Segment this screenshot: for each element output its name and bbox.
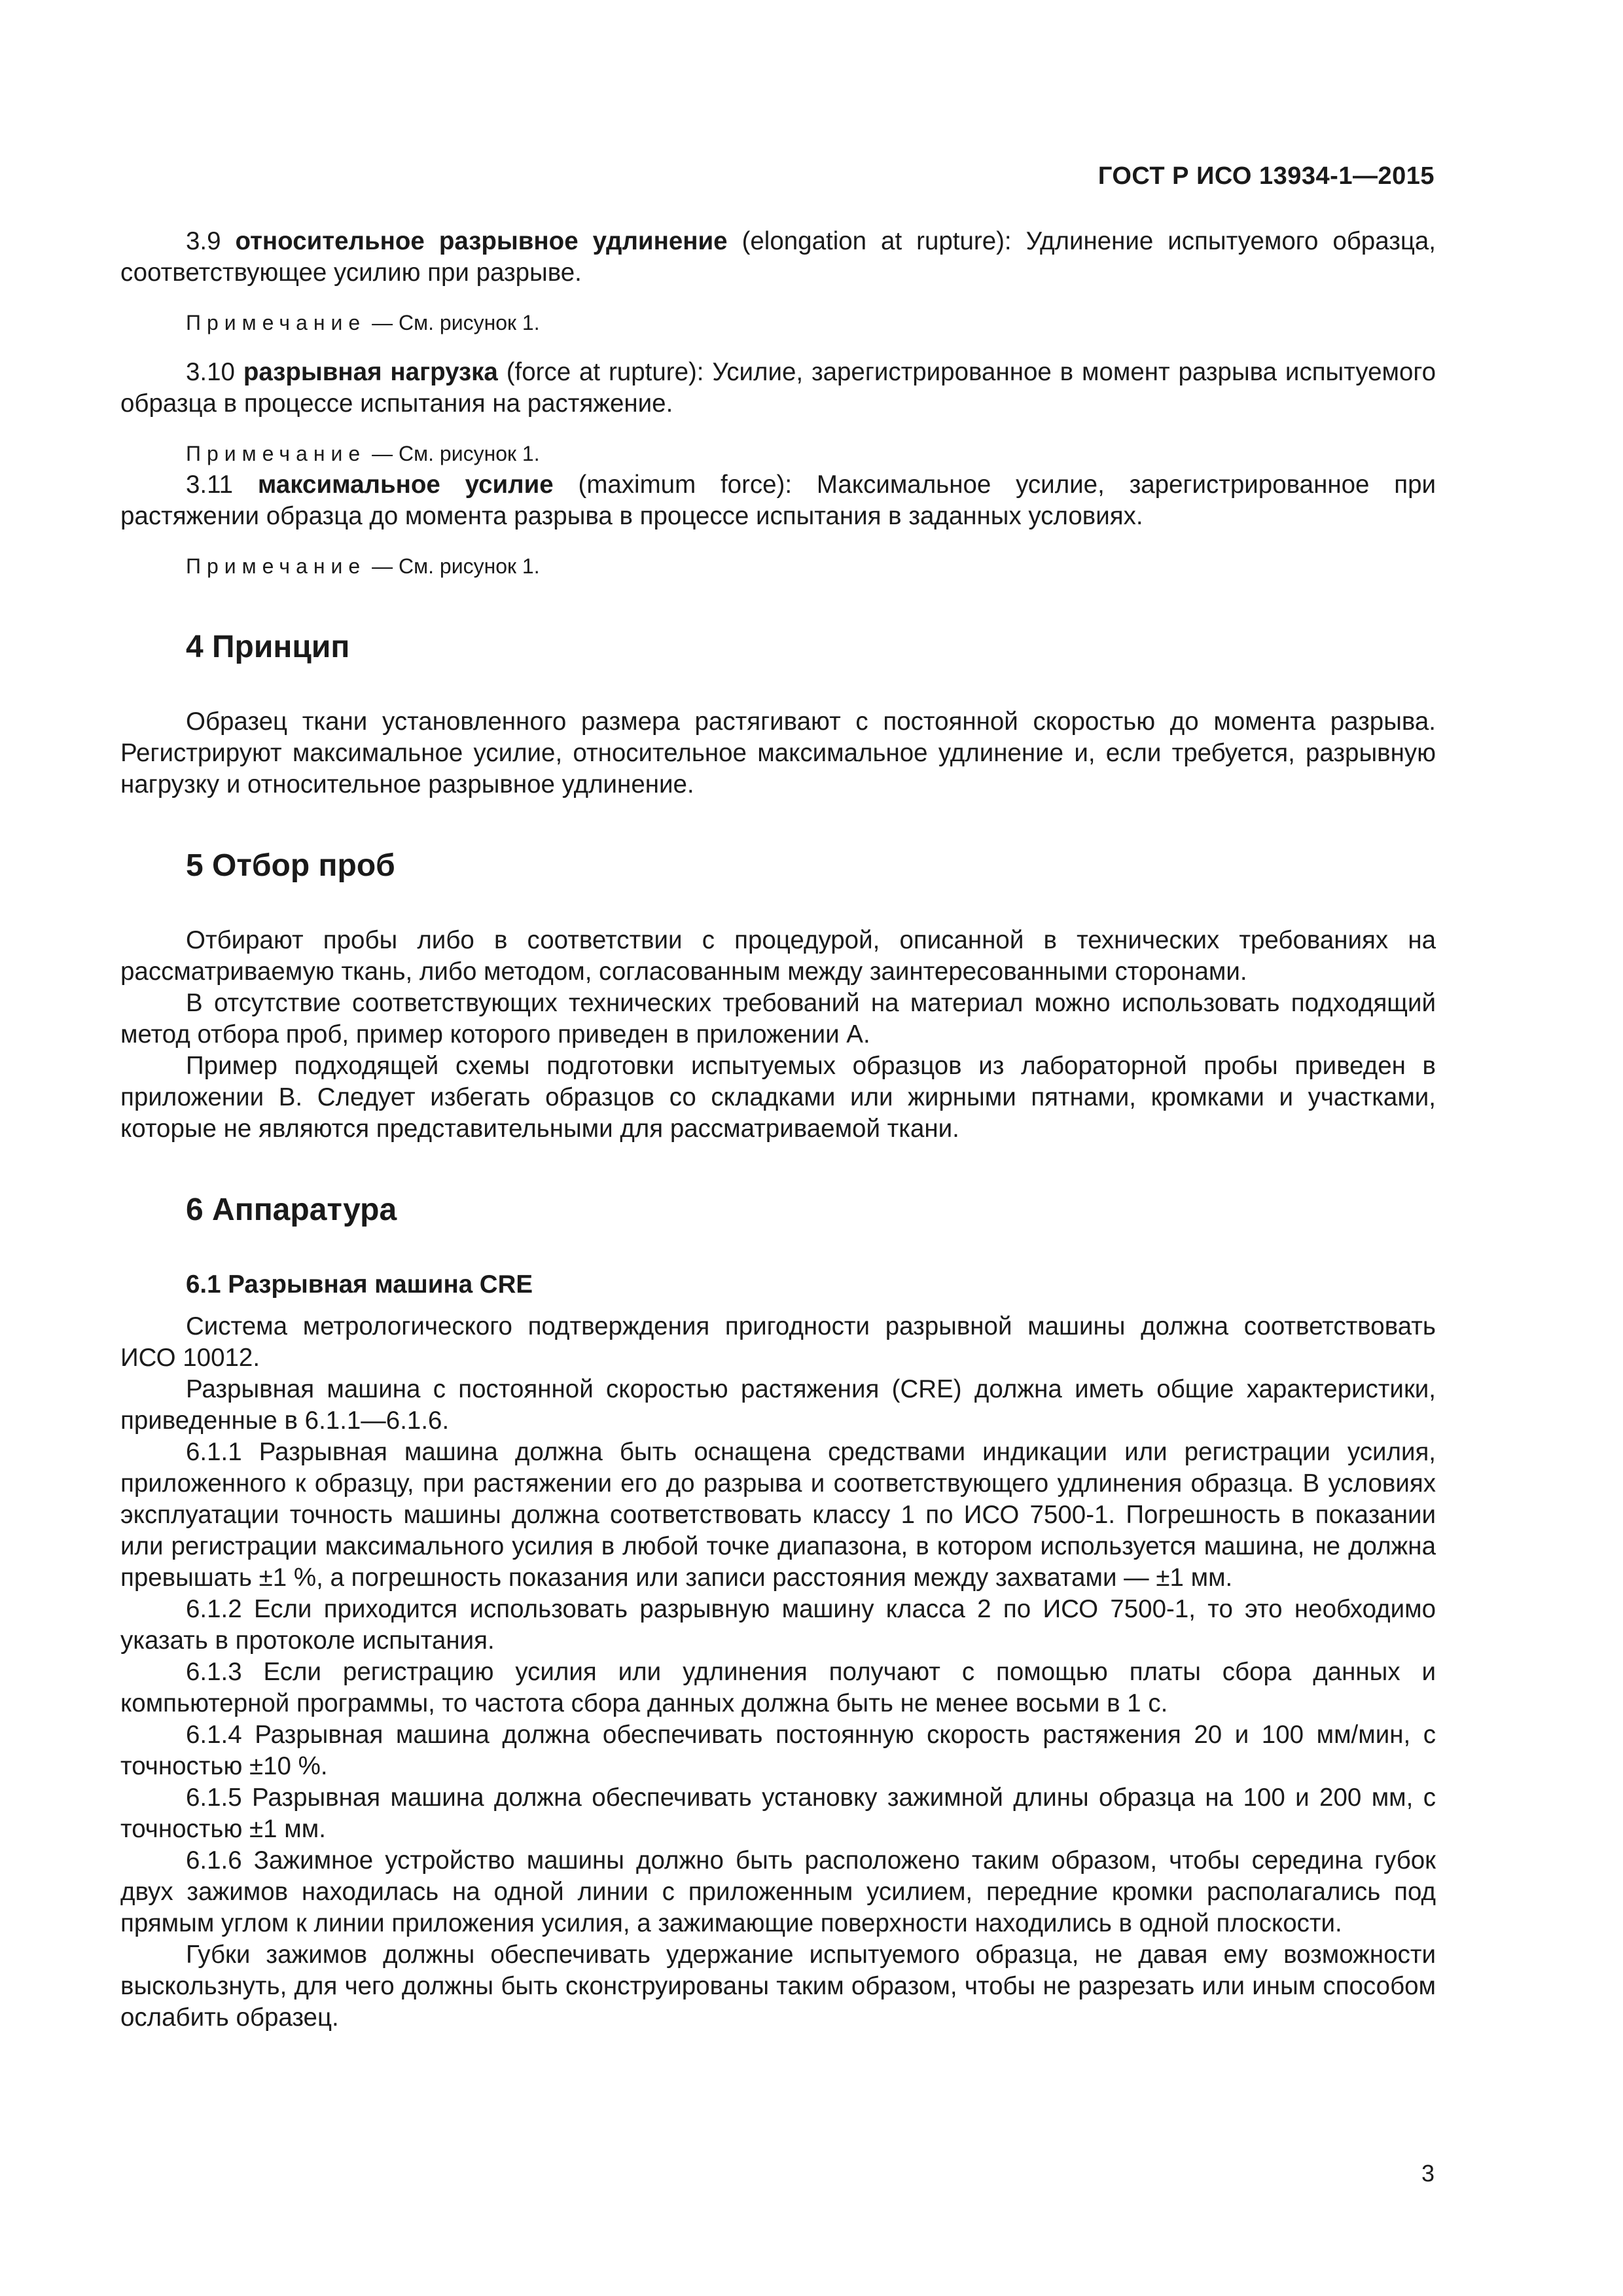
note-text: — См. рисунок 1. — [366, 442, 540, 465]
section-5-paragraph-2: В отсутствие соответствующих технических требований на материал можно использовать подходящий метод отбора проб, пример которого приведен в приложении А. — [120, 989, 1436, 1049]
note-text: — См. рисунок 1. — [366, 311, 540, 334]
note-label: Примечание — [186, 311, 366, 334]
page-number: 3 — [1421, 2160, 1435, 2187]
clause-6-1-3: 6.1.3 Если регистрацию усилия или удлинения получают с помощью платы сбора данных и компьютерной программы, то частота сбора данных должна быть не менее восьми в 1 с. — [120, 1658, 1436, 1717]
document-header: ГОСТ Р ИСО 13934-1—2015 — [1097, 162, 1435, 190]
note-3-10 — [120, 438, 1436, 469]
definition-number: 3.10 — [186, 358, 235, 386]
note-text: — См. рисунок 1. — [366, 554, 540, 578]
definition-term: относительное разрывное удлинение — [235, 227, 728, 255]
definition-text: (force at rupture): Усилие, зарегистрированное в момент разрыва испытуемого образца в процессе испытания на растяжение. — [120, 358, 1436, 418]
clause-6-1-1: 6.1.1 Разрывная машина должна быть оснащена средствами индикации или регистрации усилия, приложенного к образцу, при растяжении его до разрыва и соответствующего удлинения образца. В условиях эксплуатации точность машины должна соответствовать классу 1 по ИСО 7500-1. Погрешность в показании или регистрации максимального усилия в любой точке диапазона, в котором используется машина, не должна превышать ±1 %, а погрешность показания или записи расстояния между захватами — ±1 мм. — [120, 1438, 1436, 1592]
definition-3-11 — [120, 469, 1436, 532]
clause-6-1-4: 6.1.4 Разрывная машина должна обеспечивать постоянную скорость растяжения 20 и 100 мм/мин, с точностью ±10 %. — [120, 1721, 1436, 1780]
section-4-paragraph: Образец ткани установленного размера растягивают с постоянной скоростью до момента разрыва. Регистрируют максимальное усилие, относительное максимальное удлинение и, если требуется, разрывную нагрузку и относительное разрывное удлинение. — [120, 708, 1436, 798]
definition-term: максимальное усилие — [257, 471, 554, 499]
definition-number: 3.11 — [186, 471, 234, 499]
definition-text: (maximum force): Максимальное усилие, зарегистрированное при растяжении образца до момента разрыва в процессе испытания в заданных условиях. — [120, 471, 1436, 530]
subsection-6-1-heading: 6.1 Разрывная машина CRE — [186, 1270, 533, 1299]
definition-number: 3.9 — [186, 227, 221, 255]
section-6-paragraph-last: Губки зажимов должны обеспечивать удержание испытуемого образца, не давая ему возможности выскользнуть, для чего должны быть сконструированы таким образом, чтобы не разрезать или иным способом ослабить образец. — [120, 1941, 1436, 2032]
definition-text: (elongation at rupture): Удлинение испытуемого образца, соответствующее усилию при разрыве. — [120, 227, 1436, 287]
section-6-heading: 6 Аппаратура — [186, 1193, 397, 1227]
note-3-11 — [120, 550, 1436, 582]
note-3-9 — [120, 307, 1436, 338]
clause-6-1-6: 6.1.6 Зажимное устройство машины должно быть расположено таким образом, чтобы середина губок двух зажимов находилась на одной линии с приложенным усилием, передние кромки располагались под прямым углом к линии приложения усилия, а зажимающие поверхности находились в одной плоскости. — [120, 1846, 1436, 1937]
note-label: Примечание — [186, 442, 366, 465]
definition-term: разрывная нагрузка — [243, 358, 498, 386]
clause-6-1-2: 6.1.2 Если приходится использовать разрывную машину класса 2 по ИСО 7500-1, то это необходимо указать в протоколе испытания. — [120, 1595, 1436, 1655]
document-body — [120, 226, 1436, 2034]
section-6-paragraph-1: Система метрологического подтверждения пригодности разрывной машины должна соответствовать ИСО 10012. — [120, 1312, 1436, 1372]
definition-3-9 — [120, 226, 1436, 289]
note-label: Примечание — [186, 554, 366, 578]
definition-3-10 — [120, 357, 1436, 420]
section-4-heading: 4 Принцип — [186, 630, 350, 664]
section-5-paragraph-3: Пример подходящей схемы подготовки испытуемых образцов из лабораторной пробы приведен в приложении В. Следует избегать образцов со складками или жирными пятнами, кромками и участками, которые не являются представительными для рассматриваемой ткани. — [120, 1052, 1436, 1143]
section-5-heading: 5 Отбор проб — [186, 848, 395, 883]
clause-6-1-5: 6.1.5 Разрывная машина должна обеспечивать установку зажимной длины образца на 100 и 200 мм, с точностью ±1 мм. — [120, 1784, 1436, 1843]
section-5-paragraph-1: Отбирают пробы либо в соответствии с процедурой, описанной в технических требованиях на рассматриваемую ткань, либо методом, согласованным между заинтересованными сторонами. — [120, 926, 1436, 986]
section-6-paragraph-2: Разрывная машина с постоянной скоростью растяжения (CRE) должна иметь общие характеристики, приведенные в 6.1.1—6.1.6. — [120, 1375, 1436, 1435]
